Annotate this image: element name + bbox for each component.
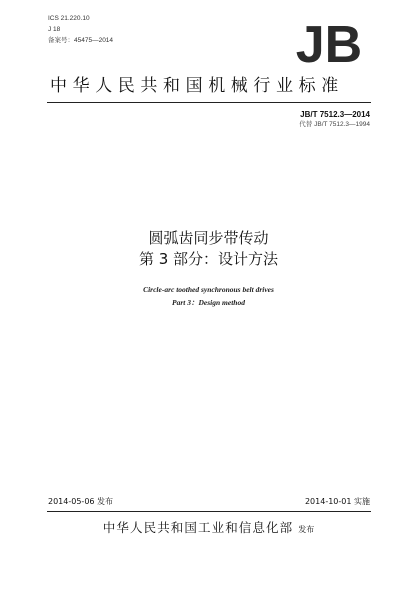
- top-divider: [47, 102, 371, 103]
- ics-code: ICS 21.220.10: [48, 15, 90, 22]
- effective-date: 2014-10-01 实施: [304, 497, 370, 506]
- issue-date: 2014-05-06 发布: [48, 497, 114, 506]
- record-number: 备案号：45475—2014: [48, 37, 114, 44]
- title-chinese-line-2: 第 3 部分：设计方法: [138, 250, 279, 268]
- replaces-standard: 代替 JB/T 7512.3—1994: [299, 121, 370, 128]
- title-english-line-2: Part 3：Design method: [172, 298, 245, 307]
- bottom-divider: [47, 511, 371, 512]
- issuer: [0, 520, 417, 538]
- standard-number: JB/T 7512.3—2014: [300, 110, 370, 119]
- industry-standard-title: 中华人民共和国机械行业标准: [50, 76, 344, 96]
- title-english-line-1: Circle-arc toothed synchronous belt drives: [143, 285, 274, 294]
- issuer-organization: 中华人民共和国工业和信息化部: [102, 520, 294, 535]
- title-chinese-line-1: 圆弧齿同步带传动: [148, 229, 269, 247]
- jb-logo-text: JB: [295, 18, 363, 66]
- issuer-action: 发布: [298, 525, 315, 534]
- ccs-code: J 18: [48, 26, 61, 33]
- jb-logo: [292, 18, 366, 66]
